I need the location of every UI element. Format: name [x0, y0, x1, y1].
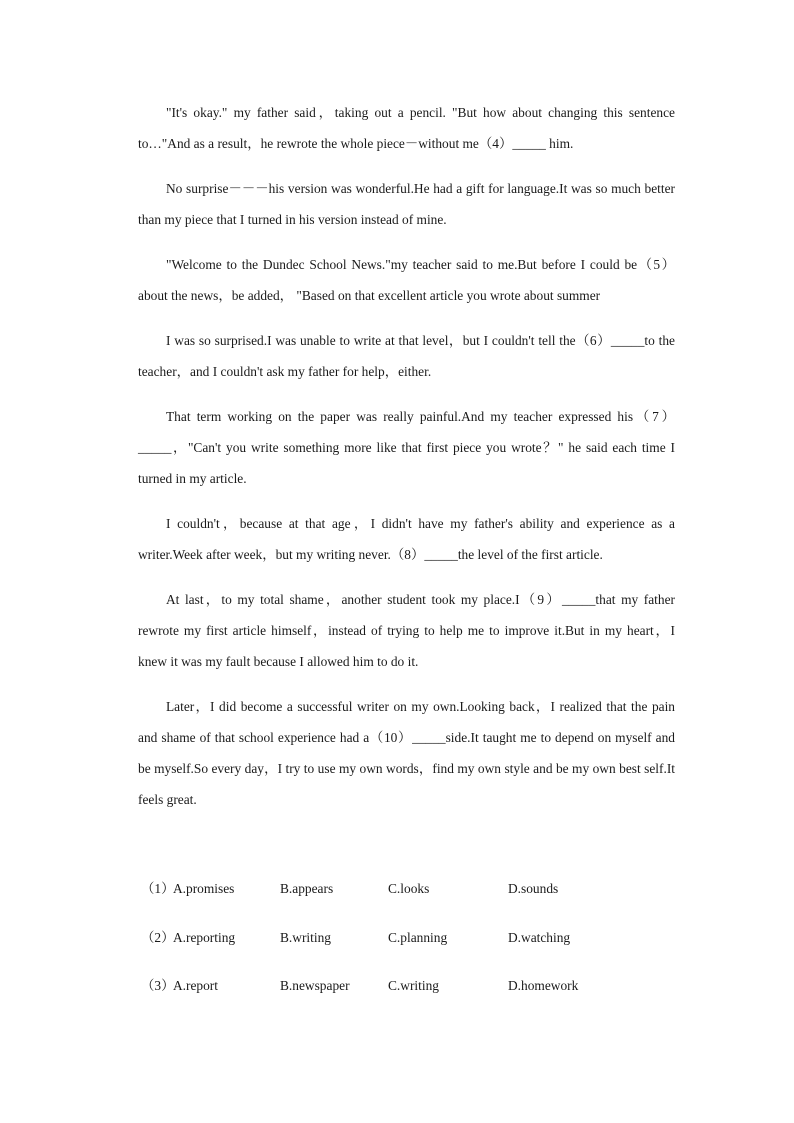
option-row	[138, 923, 675, 972]
option-c: C.looks	[388, 881, 430, 896]
reading-passage	[138, 97, 675, 829]
paragraph: "Welcome to the Dundec School News."my teacher said to me.But before I could be（5）about the news，be added， "Based on that excellent article you wrote about summer	[138, 256, 675, 304]
paragraph: I was so surprised.I was unable to write at that level，but I couldn't tell the（6）_____to the teacher，and I couldn't ask my father for help，either.	[138, 332, 675, 379]
question-number: （3）	[141, 978, 175, 993]
option-b: B.appears	[280, 881, 334, 896]
option-a: A.report	[173, 978, 218, 993]
question-number: （1）	[141, 881, 175, 896]
paragraph: "It's okay." my father said，taking out a pencil. "But how about changing this sentence to…"And as a result，he rewrote the whole piece－without me（4）_____ him.	[138, 105, 675, 152]
option-b: B.newspaper	[280, 978, 350, 993]
paragraph: At last，to my total shame，another student took my place.I（9）_____that my father rewrote my first article himself，instead of trying to help me to improve it.But in my heart，I knew it was my fault because I allowed him to do it.	[138, 591, 675, 670]
option-c: C.writing	[388, 978, 439, 993]
option-d: D.watching	[508, 929, 571, 945]
option-a: A.reporting	[173, 929, 236, 945]
paragraph: I couldn't，because at that age，I didn't have my father's ability and experience as a writer.Week after week，but my writing never.（8）_____the level of the first article.	[138, 515, 675, 562]
option-row	[138, 874, 675, 923]
option-c: C.planning	[388, 929, 448, 945]
paragraph: No surprise－－－his version was wonderful.He had a gift for language.It was so much better than my piece that I turned in his version instead of mine.	[138, 180, 675, 228]
option-b: B.writing	[280, 929, 331, 945]
paragraph: That term working on the paper was really painful.And my teacher expressed his（7）_____，"Can't you write something more like that first piece you wrote？" he said each time I turned in my article.	[138, 408, 675, 487]
question-number: （2）	[141, 929, 175, 945]
paragraph: Later，I did become a successful writer on my own.Looking back，I realized that the pain and shame of that school experience had a（10）_____side.It taught me to depend on myself and be myself.So every day，I try to use my own words，find my own style and be my own best self.It feels great.	[138, 698, 675, 808]
option-d: D.sounds	[508, 881, 559, 896]
option-row	[138, 971, 675, 1020]
option-d: D.homework	[508, 978, 579, 993]
answer-options	[138, 874, 675, 1020]
option-a: A.promises	[173, 881, 235, 896]
